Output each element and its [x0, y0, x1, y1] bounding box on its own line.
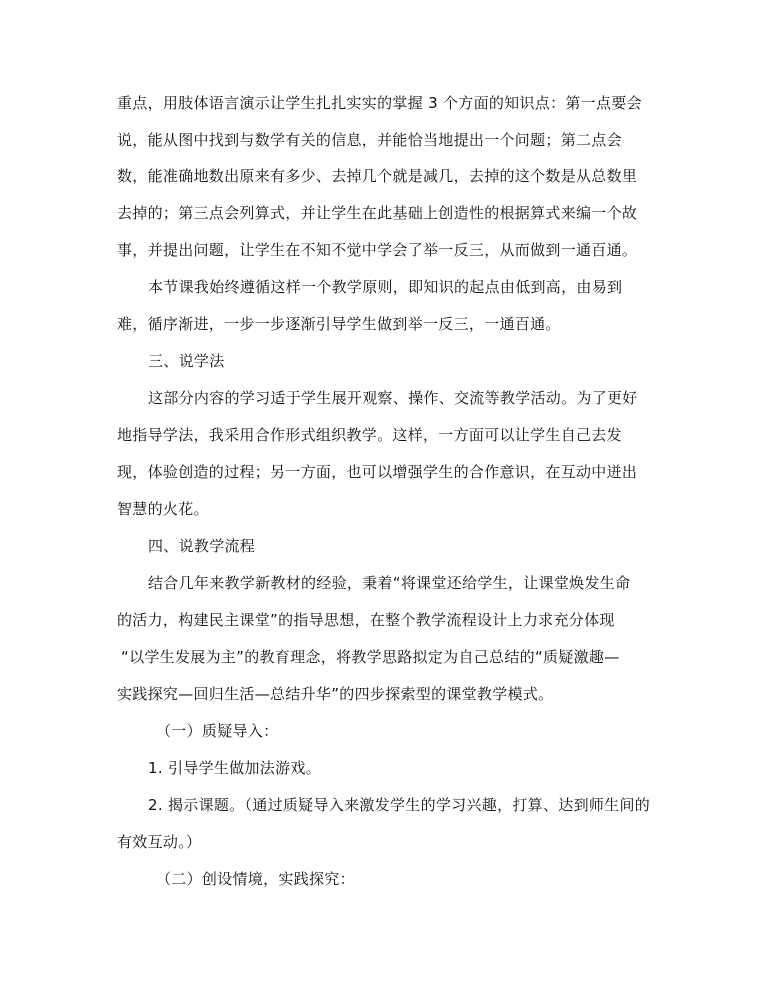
section-heading-study-method: 三、说学法 [148, 352, 225, 370]
section-heading-teaching-flow: 四、说教学流程 [148, 537, 256, 555]
text-line-3: 数，能准确地数出原来有多少、去掉几个就是减几，去掉的这个数是从总数里 [117, 167, 638, 185]
text-line-10: 地指导学法，我采用合作形式组织教学。这样，一方面可以让学生自己去发 [117, 426, 622, 444]
text-line-11: 现，体验创造的过程；另一方面，也可以增强学生的合作意识，在互动中迸出 [117, 463, 638, 481]
text-line-9: 这部分内容的学习适于学生展开观察、操作、交流等教学活动。为了更好 [148, 389, 638, 407]
text-line-1: 重点，用肢体语言演示让学生扎扎实实的掌握 3 个方面的知识点：第一点要会 [117, 94, 642, 112]
text-line-5: 事，并提出问题，让学生在不知不觉中学会了举一反三，从而做到一通百通。 [117, 241, 638, 259]
text-line-17: 实践探究—回归生活—总结升华”的四步探索型的课堂教学模式。 [117, 685, 554, 703]
text-line-15: 的活力，构建民主课堂”的指导思想，在整个教学流程设计上力求充分体现 [117, 611, 615, 629]
text-line-21: 有效互动。） [117, 833, 202, 851]
text-line-4: 去掉的；第三点会列算式，并让学生在此基础上创造性的根据算式来编一个故 [117, 204, 638, 222]
text-line-6: 本节课我始终遵循这样一个教学原则，即知识的起点由低到高，由易到 [148, 278, 623, 296]
text-line-2: 说，能从图中找到与数学有关的信息，并能恰当地提出一个问题；第二点会 [117, 131, 622, 149]
list-item-2: 2. 揭示课题。（通过质疑导入来激发学生的学习兴趣，打算、达到师生间的 [148, 796, 651, 814]
list-item-1: 1. 引导学生做加法游戏。 [148, 759, 321, 777]
text-line-7: 难，循序渐进，一步一步逐渐引导学生做到举一反三，一通百通。 [117, 315, 561, 333]
text-line-14: 结合几年来教学新教材的经验，秉着“将课堂还给学生，让课堂焕发生命 [148, 574, 631, 592]
text-line-12: 智慧的火花。 [117, 500, 209, 518]
subsection-heading-2: （二）创设情境，实践探究： [156, 870, 355, 888]
text-line-16: “以学生发展为主”的教育理念，将教学思路拟定为自己总结的“质疑激趣— [121, 648, 620, 666]
subsection-heading-1: （一）质疑导入： [156, 722, 279, 740]
